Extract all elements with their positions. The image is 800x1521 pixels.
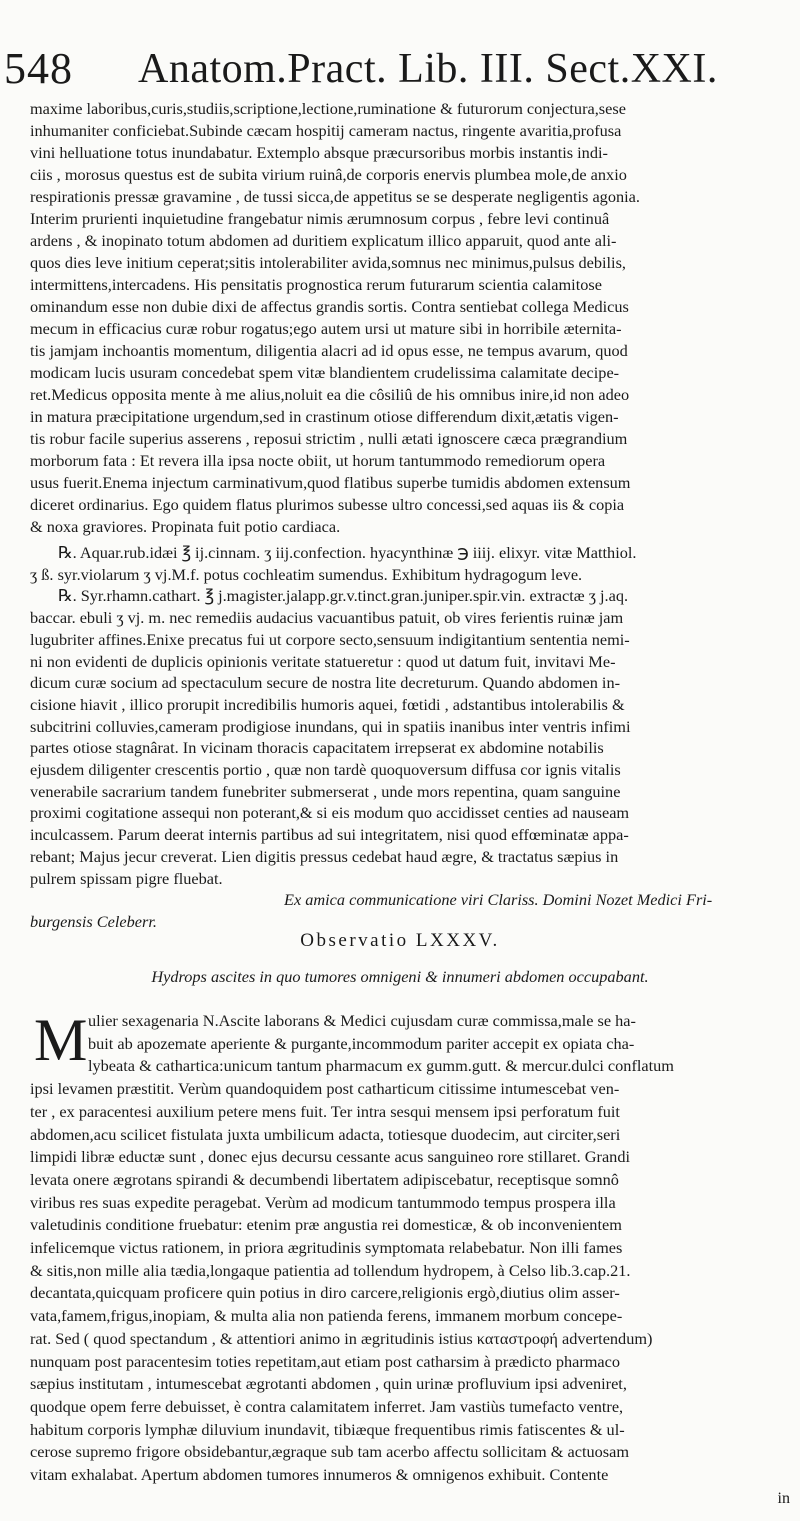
text-line: levata onere ægrotans spirandi & decumbendi libertatem adipiscebatur, receptisque somnô	[30, 1169, 619, 1189]
text-line: tis jamjam inchoantis momentum, diligentia alacri ad id opus esse, ne tempus avarum, quod	[30, 341, 628, 360]
text-line: limpidi libræ eductæ sunt , donec ejus decursu cessante acus sanguineo rore stillaret. Grandi	[30, 1147, 630, 1167]
text-line: proximi cogitatione assequi non poterant,& si eis modum quo accidisset centies ad nauseam	[30, 803, 630, 823]
text-line: rat. Sed ( quod spectandum , & attentiori animo in ægritudinis istius καταστροφή advertendum)	[30, 1328, 653, 1348]
attribution-line: burgensis Celeberr.	[30, 912, 157, 931]
text-line: ciis , morosus questus est de subita virium ruinâ,de corporis enervis plumbea mole,de anxio	[30, 165, 627, 184]
text-line: Interim prurienti inquietudine frangebatur nimis ærumnosum corpus , febre levi continuâ	[30, 209, 610, 228]
text-line: tis robur facile superius asserens , reposui strictim , nulli ætati ignoscere cæca prægrandium	[30, 429, 628, 448]
text-line: ejusdem diligenter crescentis portio , quæ non tardè quoquoversum diffusa cor ignis vitalis	[30, 760, 621, 779]
text-line: vini helluatione totus inundabatur. Extemplo absque præcursoribus morbis instantis indi-	[30, 143, 608, 162]
text-line: infelicemque victus rationem, in priora ægritudinis symptomata relabebatur. Non illi fames	[30, 1238, 623, 1257]
text-line: modicam lucis usuram concedebat spem vitæ blandientem crudelissima calamitate decipe-	[30, 363, 620, 382]
text-line: venerabile sacrarium tandem funebriter submerserat , unde mors repentina, quam sanguine	[30, 781, 621, 801]
text-line: respirationis pressæ gravamine , de tussi sicca,de appetitus se se desperate negligentis agonia.	[30, 187, 640, 206]
text-line: inhumaniter conficiebat.Subinde cæcam hospitij cameram nactus, ringente avaritia,profusa	[30, 121, 622, 140]
text-line: ulier sexagenaria N.Ascite laborans & Medici cujusdam curæ commissa,male se ha-	[88, 1011, 636, 1030]
text-line: maxime laboribus,curis,studiis,scriptione,lectione,ruminatione & futurorum conjectura,sese	[30, 99, 626, 118]
text-line: quodque opem ferre debuisset, è contra calamitatem inferret. Jam vastiùs tumefacto ventre,	[30, 1396, 624, 1416]
text-line: ardens , & inopinato totum abdomen ad duritiem explicatum illico apparuit, quod ante ali-	[30, 231, 617, 250]
text-line: cisione hiavit , illico prorupit incredibilis humoris aquei, fœtidi , adstantibus intolerabilis &	[30, 694, 625, 714]
attribution-line: Ex amica communicatione viri Clariss. Domini Nozet Medici Fri-	[284, 890, 713, 909]
text-line: ipsi levamen præstitit. Verùm quandoquidem post catharticum citissime intumescebat ven-	[30, 1079, 620, 1099]
text-line: baccar. ebuli ʒ vj. m. nec remediis audacius vacuantibus patuit, ob vires ferientis ruinæ jam	[30, 608, 624, 628]
text-line: partes otiose stagnârat. In vicinam thoracis capacitatem irrepserat ex abdomine notabilis	[30, 738, 604, 758]
text-line: ℞. Syr.rhamn.cathart. ℥ j.magister.jalapp.gr.v.tinct.gran.juniper.spir.vin. extractæ ʒ j.aq.	[58, 586, 629, 606]
observation-subheading: Hydrops ascites in quo tumores omnigeni & innumeri abdomen occupabant.	[151, 967, 649, 986]
text-line: mecum in efficacius curæ robur rogatus;ego autem ursi ut mature sibi in horribile æternita-	[30, 319, 622, 338]
text-line: in matura præcipitatione urgendum,sed in crastinum otiose differendum dixit,ætatis vigen-	[30, 407, 619, 426]
text-line: inculcassem. Parum deerat internis partibus ad sui integritatem, nisi quod effœminatæ appa-	[30, 825, 629, 845]
text-line: decantata,quicquam proficere quin potius in diro carcere,religionis ergò,diutius olim asser-	[30, 1283, 620, 1303]
catchword: in	[777, 1490, 790, 1507]
text-line: nunquam post paracentesim toties repetitam,aut etiam post catharsim à prædicto pharmaco	[30, 1351, 621, 1371]
text-line: lugubriter affines.Enixe precatus fui ut corpore secto,sensuum indigitantium sententia nemi-	[30, 629, 630, 649]
text-line: morborum fata : Et revera illa ipsa nocte obiit, ut horum tantummodo remediorum opera	[30, 451, 606, 470]
drop-cap: M	[34, 1007, 88, 1073]
text-line: habitum corporis lymphæ diluvium inundavit, tibiæque frequentibus rimis fatiscentes & ul-	[30, 1419, 625, 1439]
text-line: dicum curæ socium ad spectaculum secure de nostra lite decreturum. Quando abdomen in-	[30, 673, 621, 693]
text-line: rebant; Majus jecur creverat. Lien digitis pressus cedebat haud ægre, & tractatus sæpius in	[30, 846, 619, 866]
text-line: lybeata & cathartica:unicum tantum pharmacum ex gumm.gutt. & mercur.dulci conflatum	[88, 1056, 674, 1076]
text-line: valetudinis conditione fruebatur: etenim præ angustia rei domesticæ, & ob inconvenientem	[30, 1215, 622, 1235]
text-line: ʒ ß. syr.violarum ʒ vj.M.f. potus cochleatim sumendus. Exhibitum hydragogum leve.	[30, 564, 583, 584]
text-line: sæpius institutam , intumescebat ægrotanti abdomen , quin urinæ profluvium ipsi adveniret,	[30, 1374, 627, 1394]
text-line: diceret ordinarius. Ego quidem flatus plurimos subesse ultro concessi,sed aquas iis & copia	[30, 495, 625, 514]
text-line: cerose supremo frigore obsidebantur,ægraque sub tam acerbo affectu sollicitam & actuosam	[30, 1442, 629, 1462]
page-header	[4, 42, 784, 98]
text-line: vata,famem,frigus,inopiam, & multa alia non patienda ferens, immanem morbum concepe-	[30, 1306, 623, 1326]
text-line: quos dies leve initium ceperat;sitis intolerabiliter avida,somnus nec minimus,pulsus debilis,	[30, 253, 626, 272]
text-line: vitam exhalabat. Apertum abdomen tumores innumeros & omnigenos exhibuit. Contente	[30, 1465, 609, 1484]
text-line: usus fuerit.Enema injectum carminativum,quod flatibus superbe tumidis abdomen extensum	[30, 473, 631, 492]
text-line: pulrem spissam pigre fluebat.	[30, 868, 223, 888]
text-line: subcitrini colluvies,cameram prodigiose inundans, qui in spatiis inanibus inter ventris infimi	[30, 716, 631, 736]
text-line: ominandum esse non dubie dixi de affectus grandis sortis. Contra sentiebat collega Medicus	[30, 297, 629, 316]
text-line: viribus res suas expedite peragebat. Verùm ad modicum tantummodo tempus prospera illa	[30, 1192, 616, 1212]
text-line: ter , ex paracentesi auxilium petere mens fuit. Ter intra sesqui mensem ipsi perforatum fuit	[30, 1101, 620, 1121]
text-line: buit ab apozemate aperiente & purgante,incommodum pariter accepit ex opiata cha-	[88, 1033, 635, 1053]
text-line: & sitis,non mille alia tædia,longaque patientia ad tollendum hydropem, à Celso lib.3.cap.21.	[30, 1260, 631, 1280]
text-line: ni non evidenti de duplicis opinionis veritate statueretur : quod ut datum fuit, invitavi Me-	[30, 651, 616, 671]
text-line: abdomen,acu scilicet fistulata juxta umbilicum adacta, totiesque duodecim, aut circiter,seri	[30, 1124, 621, 1144]
observation-heading: Observatio LXXXV.	[300, 930, 500, 951]
text-line: ℞. Aquar.rub.idæi ℥ ij.cinnam. ʒ iij.confection. hyacynthinæ ℈ iiij. elixyr. vitæ Matthiol.	[58, 543, 637, 562]
text-line: ret.Medicus opposita mente à me alius,noluit ea die côsiliû de his omnibus inire,id non adeo	[30, 385, 630, 404]
page-number: 548	[4, 44, 73, 93]
text-line: intermittens,intercadens. His pensitatis prognostica rerum futurarum scientia calamitose	[30, 275, 602, 294]
text-line: & noxa graviores. Propinata fuit potio cardiaca.	[30, 517, 341, 536]
running-title: Anatom.Pract. Lib. III. Sect.XXI.	[138, 46, 718, 92]
